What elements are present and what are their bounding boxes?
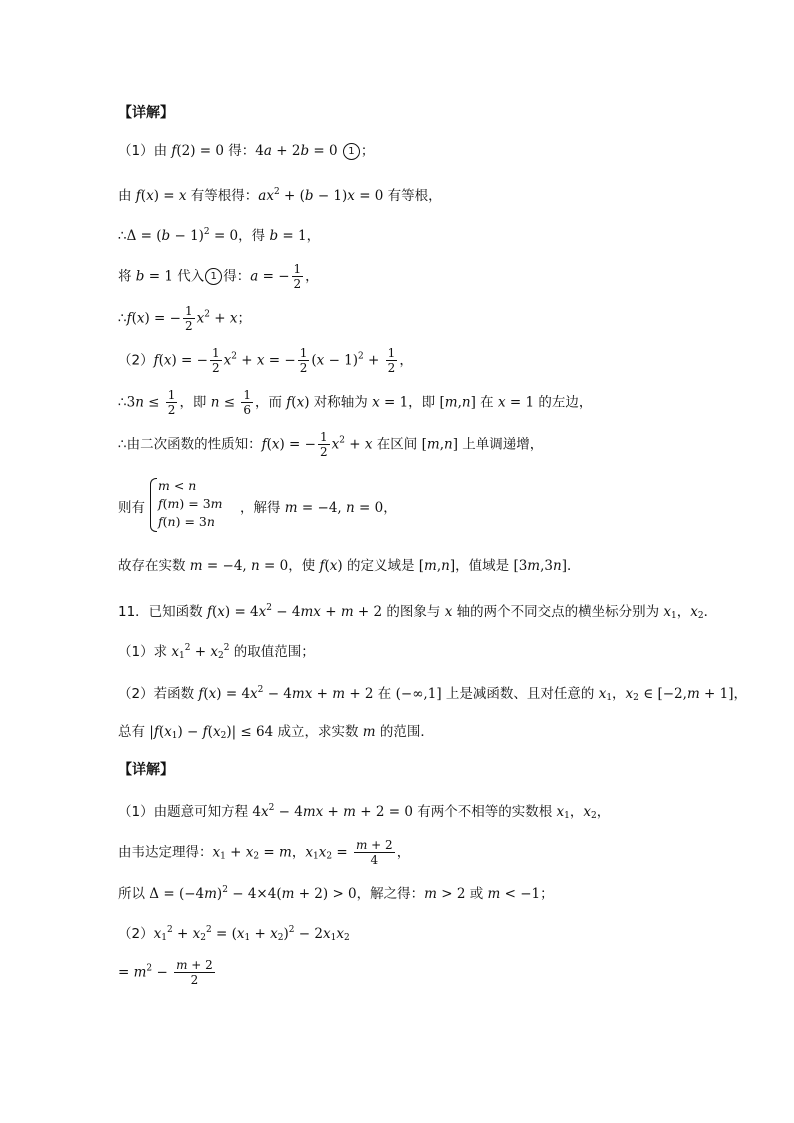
- solution-line: $(2)x_1^2 + x_2^2 = (x_1 + x_2)^2 - 2x_1x_2$: [118, 925, 350, 943]
- solution-line: 故存在实数 m = −4, n = 0，使 f(x) 的定义域是 [m,n]，值域是 [3m,3n]．: [118, 558, 581, 574]
- heading-detail-2: 【详解】: [118, 762, 174, 778]
- solution-line: （2）f(x) = − $\frac{1}{2}$ $x^2 + x$ = − $\frac{1}{2}$ $(x - 1)^2$ + $\frac{1}{2}$ ，: [118, 346, 413, 375]
- solution-line: ∴由二次函数的性质知：f(x) = − $\frac{1}{2}$ $x^2 + x$ 在区间 [m,n] 上单调递增，: [118, 430, 544, 459]
- solution-line: （1）由题意可知方程 $4x^2 - 4mx + m + 2 = 0$ 有两个不相等的实数根 $x_1$，$x_2$，: [118, 803, 611, 821]
- solution-line: ∴Δ = $(b - 1)^2 = 0$，得 b = 1，: [118, 227, 321, 244]
- solution-line: （1）由 f(2) = 0 得：4a + 2b = 0 1 ；: [118, 143, 375, 159]
- solution-line: = $m^2$ − $\frac{m + 2}{2}$: [118, 958, 213, 987]
- solution-line: 所以 $\Delta = (-4m)^2 - 4\times 4(m + 2) > 0$，解之得：m > 2 或 m < −1；: [118, 885, 554, 902]
- problem-11-part-1: （1）求 $x_1^2 + x_2^2$ 的取值范围；: [118, 643, 315, 661]
- problem-11-statement: 11．已知函数 $f(x) = 4x^2 - 4mx + m + 2$ 的图象与 x 轴的两个不同交点的横坐标分别为 $x_1$，$x_2$．: [118, 603, 718, 621]
- solution-line: 将 b = 1 代入 1 得：a = − $\frac{1}{2}$ ，: [118, 262, 319, 291]
- solution-line: ∴3n ≤ $\frac{1}{2}$ ，即 n ≤ $\frac{1}{6}$ ，而 f(x) 对称轴为 x = 1，即 [m,n] 在 x = 1 的左边，: [118, 388, 593, 417]
- solution-line: ∴f(x) = − $\frac{1}{2}$ $x^2 + x$；: [118, 304, 252, 333]
- solution-line: 由韦达定理得：$x_1 + x_2 = m$，$x_1x_2$ = $\frac{m + 2}{4}$ ，: [118, 838, 411, 867]
- left-brace-icon: [150, 478, 157, 532]
- equation-system: 则有 m < n f(m) = 3m f(n) = 3n ，解得 m = −4, n = 0，: [118, 478, 758, 534]
- problem-11-part-2-cont: 总有 $|f(x_1) - f(x_2)| \le 64$ 成立，求实数 m 的范围．: [118, 724, 434, 741]
- solution-line: 由 f(x) = x 有等根得：$ax^2 + (b - 1)x = 0$ 有等根，: [118, 187, 442, 204]
- heading-detail-1: 【详解】: [118, 105, 174, 121]
- problem-11-part-2: （2）若函数 $f(x) = 4x^2 - 4mx + m + 2$ 在 (−∞,1] 上是减函数、且对任意的 $x_1$，$x_2$ ∈ [−2,m + 1]，: [118, 685, 748, 703]
